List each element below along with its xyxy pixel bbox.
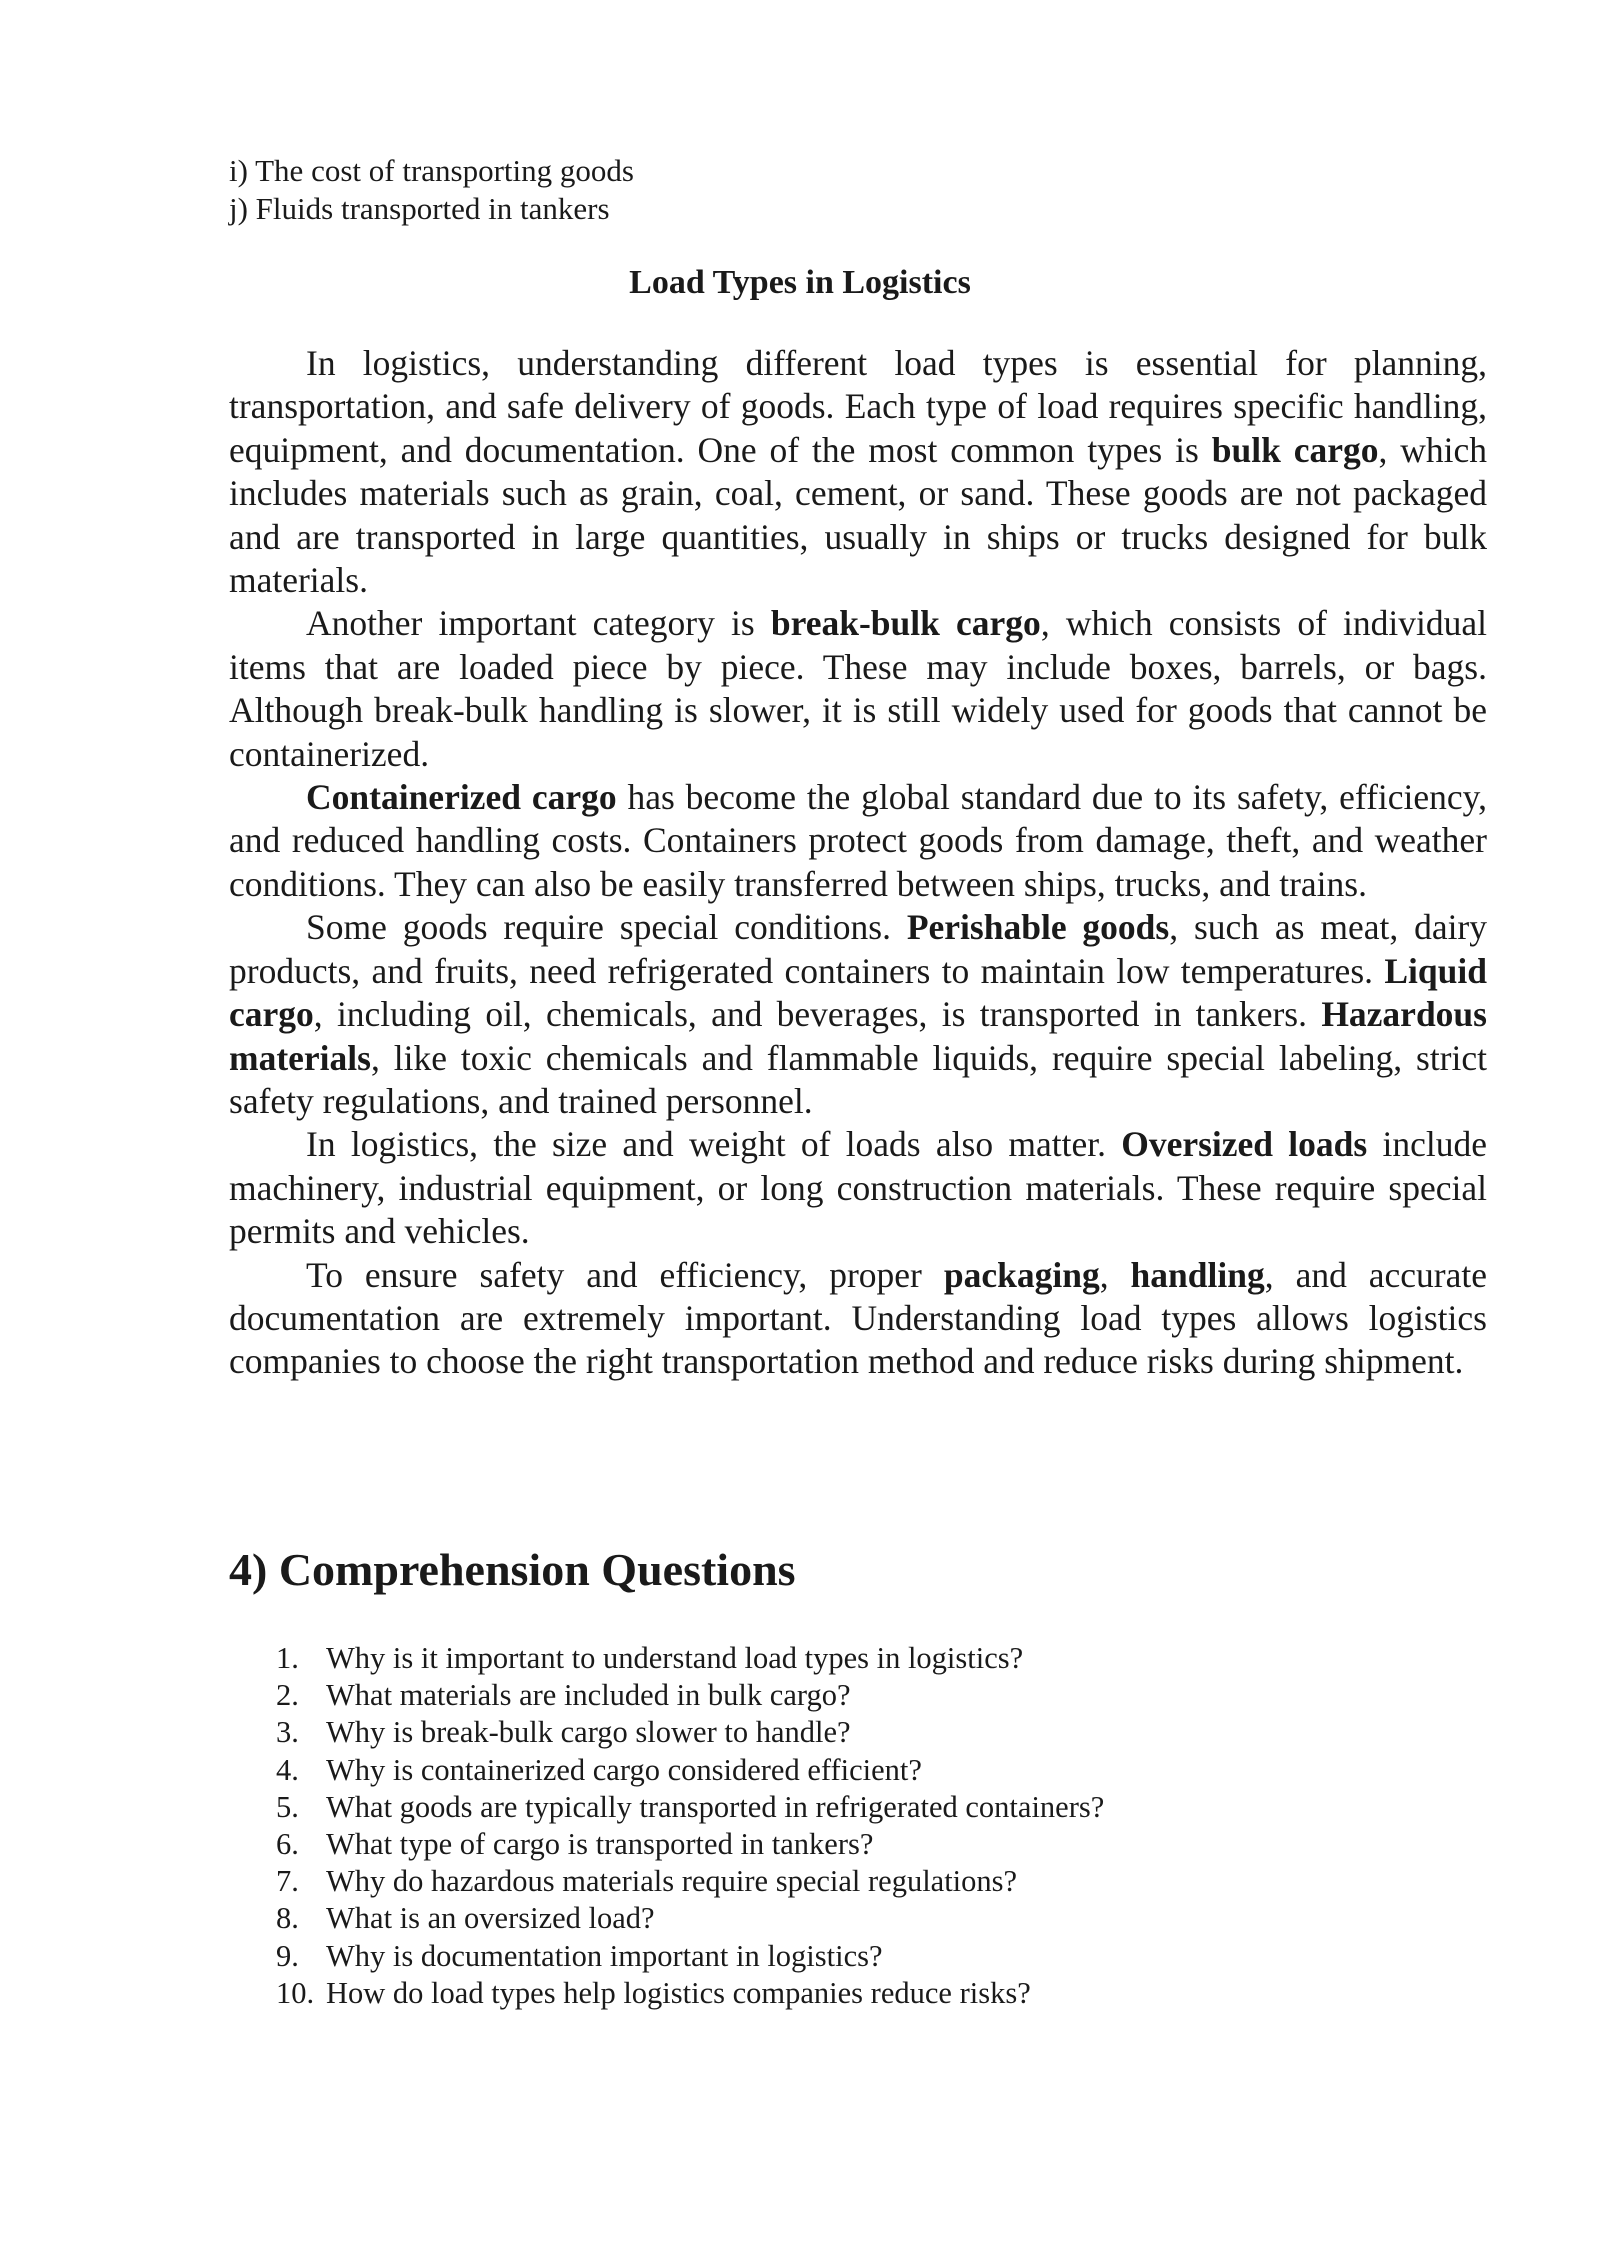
term-liquid-cargo: Liquid cargo [229,950,1487,1035]
term-containerized-cargo: Containerized cargo [306,777,617,818]
question-number: 9. [276,1938,299,1973]
question-item [276,1826,1104,1863]
question-number: 10. [276,1975,315,2010]
question-item [276,1789,1104,1826]
question-text: What materials are included in bulk cargo? [326,1678,851,1713]
questions-heading: 4) Comprehension Questions [229,1544,796,1595]
question-number: 5. [276,1789,299,1824]
question-number: 7. [276,1864,299,1899]
term-bulk-cargo: bulk cargo [1211,429,1379,470]
paragraph-text: , which includes materials such as grain, coal, cement, or sand. These goods are not packaged and are transported in large quantities, usually in ships or trucks designed for bulk materials. [229,429,1487,601]
question-text: What goods are typically transported in refrigerated containers? [326,1789,1105,1824]
question-text: Why is containerized cargo considered efficient? [326,1752,922,1787]
question-text: Why is it important to understand load types in logistics? [326,1641,1024,1675]
paragraph-text: , including oil, chemicals, and beverages, is transported in tankers. [313,994,1322,1035]
paragraph-containerized [229,776,1487,906]
paragraph-text: , and accurate documentation are extremely important. Understanding load types allows logistics companies to choose the right transportation method and reduce risks during shipment. [229,1254,1488,1382]
question-item [276,1975,1104,2012]
paragraph-bulk-cargo [229,342,1487,602]
paragraph-text: In logistics, the size and weight of loads also matter. [306,1124,1122,1165]
question-text: Why is documentation important in logistics? [326,1938,883,1973]
paragraph-text: , [1099,1254,1131,1295]
question-item [276,1714,1104,1751]
paragraph-text: Some goods require special conditions. [306,907,907,948]
term-handling: handling [1130,1254,1265,1295]
paragraph-text: In logistics, understanding different load types is essential for planning, transportation, and safe delivery of goods. Each type of load requires specific handling, equipment, and documentation. One of the most common types is [229,343,1487,470]
paragraph-documentation [229,1254,1487,1384]
question-item [276,1677,1104,1714]
paragraph-oversized [229,1123,1487,1253]
paragraph-break-bulk [229,602,1487,776]
list-item-i: i) The cost of transporting goods [229,153,634,188]
article-body [229,342,1487,1384]
question-item [276,1640,1104,1677]
question-number: 6. [276,1827,299,1862]
paragraph-text: include machinery, industrial equipment, or long construction materials. These require special permits and vehicles. [229,1124,1487,1252]
paragraph-text: , like toxic chemicals and flammable liquids, require special labeling, strict safety regulations, and trained personnel. [229,1037,1487,1121]
question-text: What is an oversized load? [326,1901,655,1936]
paragraph-text: has become the global standard due to its safety, efficiency, and reduced handling costs. Containers protect goods from damage, theft, and weather conditions. They can also be easily transferred between ships, trucks, and trains. [229,777,1487,904]
question-number: 8. [276,1901,299,1936]
question-item [276,1752,1104,1789]
question-number: 4. [276,1752,299,1787]
term-packaging: packaging [943,1254,1100,1295]
question-number: 3. [276,1715,299,1750]
paragraph-text: , which consists of individual items that are loaded piece by piece. These may include boxes, barrels, or bags. Although break-bulk handling is slower, it is still widely used for goods that cannot be containerized. [229,603,1488,774]
term-oversized-loads: Oversized loads [1121,1124,1368,1165]
list-item-j: j) Fluids transported in tankers [229,191,610,226]
term-perishable-goods: Perishable goods [906,907,1170,948]
question-text: Why do hazardous materials require special regulations? [326,1864,1018,1899]
question-item [276,1863,1104,1900]
section-title: Load Types in Logistics [629,264,971,301]
term-hazardous-materials: Hazardous materials [229,994,1487,1078]
paragraph-text: Another important category is [306,603,771,644]
term-break-bulk-cargo: break-bulk cargo [770,603,1041,644]
question-number: 2. [276,1678,299,1713]
question-number: 1. [276,1641,299,1675]
questions-list [276,1640,1104,2012]
question-item [276,1938,1104,1975]
paragraph-special-conditions [229,906,1487,1123]
paragraph-text: , such as meat, dairy products, and fruits, need refrigerated containers to maintain low temperatures. [229,907,1488,991]
question-text: Why is break-bulk cargo slower to handle? [326,1715,851,1750]
question-text: What type of cargo is transported in tankers? [326,1827,874,1862]
question-text: How do load types help logistics companies reduce risks? [326,1975,1031,2010]
question-item [276,1900,1104,1937]
paragraph-text: To ensure safety and efficiency, proper [306,1254,944,1295]
